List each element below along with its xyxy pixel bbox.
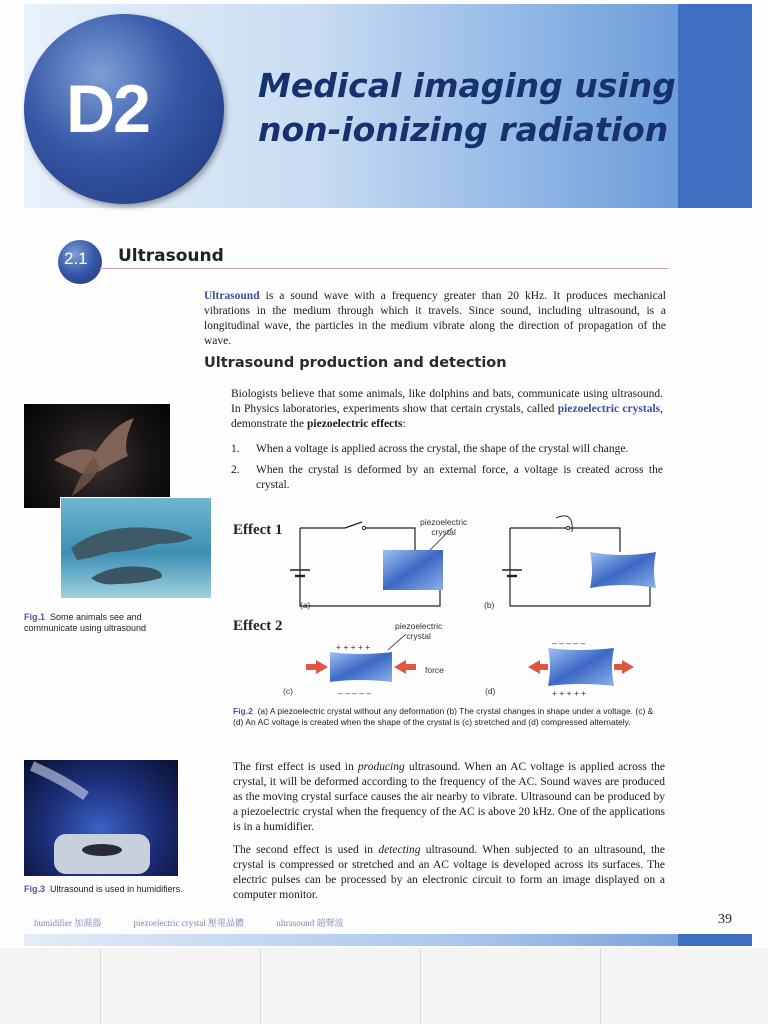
para-text-1: Biologists believe that some animals, like dolphins and bats, communicate using ultrasound. In Physics laboratories, experiments show that certain crystals, called — [231, 388, 663, 415]
piezo-label-1a: piezoelectric — [420, 517, 468, 527]
sub-label-a: (a) — [300, 600, 311, 610]
circuit-b — [502, 516, 656, 606]
force-arrow-in-left-icon — [528, 660, 548, 674]
divider — [260, 948, 261, 1024]
piezo-label-1b: crystal — [431, 527, 456, 537]
bat-illustration — [24, 404, 170, 508]
divider — [420, 948, 421, 1024]
keyword-piezo-crystals: piezoelectric crystals — [557, 403, 661, 415]
chapter-title-line1: Medical imaging using — [258, 66, 676, 105]
intro-text: is a sound wave with a frequency greater than 20 kHz. It produces mechanical vibrations in the medium through which it travels. Since sound, including ultrasound, is a longitudinal wave, the particles in the medium vibrate along the direction of propagation of the wave. — [204, 290, 666, 347]
piezo-label-2a: piezoelectric — [395, 621, 443, 631]
second-effect-emphasis: detecting — [378, 844, 421, 856]
crystal-a — [383, 550, 443, 590]
effect1-title: Effect 1 — [233, 522, 283, 538]
piezo-label-2b: crystal — [406, 631, 431, 641]
list-number: 2. — [231, 464, 240, 476]
sub-label-b: (b) — [484, 600, 495, 610]
first-effect-emphasis: producing — [357, 761, 405, 773]
glossary-item: humidifier 加濕器 — [34, 918, 102, 928]
footer-bar — [24, 934, 752, 946]
fig3-label: Fig.3 — [24, 884, 46, 894]
plus-charges-c: + + + + + — [336, 642, 371, 652]
divider — [100, 948, 101, 1024]
fig2-text: (a) A piezoelectric crystal without any deformation (b) The crystal changes in shape under a voltage. (c) & (d) An AC voltage is created when the shape of the crystal is (c) stretched and (d) compressed alternately. — [233, 706, 654, 727]
page-edge — [0, 948, 768, 1024]
force-arrow-in-right-icon — [614, 660, 634, 674]
footer-bar-accent — [678, 934, 752, 946]
chapter-number: D2 — [66, 71, 149, 147]
sub-label-d: (d) — [485, 686, 496, 696]
section-title: Ultrasound — [118, 246, 224, 266]
effect2-title: Effect 2 — [233, 618, 283, 634]
piezo-diagram — [280, 510, 670, 710]
crystal-c — [330, 652, 392, 682]
force-arrow-right-icon — [394, 660, 416, 674]
first-effect-text-a: The first effect is used in — [233, 761, 358, 773]
list-item — [231, 442, 663, 457]
keyword-ultrasound: Ultrasound — [204, 290, 260, 302]
fig1-label: Fig.1 — [24, 612, 46, 622]
effects-list — [231, 442, 663, 499]
fig2-label: Fig.2 — [233, 706, 253, 716]
minus-charges-c: – – – – – — [338, 688, 372, 698]
header-banner-accent — [678, 4, 752, 208]
fig3-caption — [24, 884, 194, 895]
keyword-piezo-effects: piezoelectric effects — [307, 418, 403, 430]
list-text: When a voltage is applied across the crystal, the shape of the crystal will change. — [256, 443, 629, 455]
para-text-3: : — [402, 418, 406, 430]
force-label: force — [425, 665, 444, 675]
fig1-caption — [24, 612, 194, 634]
force-arrow-left-icon — [306, 660, 328, 674]
subsection-title: Ultrasound production and detection — [204, 355, 507, 371]
list-item — [231, 463, 663, 493]
crystal-d — [548, 648, 614, 686]
divider — [600, 948, 601, 1024]
glossary-item: ultrasound 超聲波 — [276, 918, 344, 928]
page-number: 39 — [718, 912, 732, 927]
second-effect-paragraph — [233, 843, 665, 903]
humidifier-photo — [24, 760, 178, 876]
second-effect-text-b: ultrasound. When subjected to an ultrasound, the crystal is compressed or stretched and an AC voltage is developed across its surfaces. The electric pulses can be processed by an electronic circuit to form an image displayed on a computer monitor. — [233, 844, 665, 901]
piezo-label-1 — [420, 517, 467, 537]
fig1-text: Some animals see and communicate using ultrasound — [24, 612, 147, 633]
para-text-2: , demonstrate the — [231, 403, 663, 430]
humidifier-illustration — [24, 760, 178, 876]
glossary-item: piezoelectric crystal 壓電晶體 — [133, 918, 244, 928]
intro-paragraph — [204, 289, 666, 349]
section-number: 2.1 — [64, 249, 88, 268]
crystal-b — [590, 552, 656, 588]
section-rule — [100, 268, 668, 269]
plus-charges-d: + + + + + — [552, 688, 587, 698]
dolphin-photo — [60, 497, 212, 599]
bat-photo — [24, 404, 170, 508]
second-effect-text-a: The second effect is used in — [233, 844, 379, 856]
fig3-text: Ultrasound is used in humidifiers. — [50, 884, 183, 894]
first-effect-paragraph — [233, 760, 665, 835]
first-effect-text-b: ultrasound. When an AC voltage is applied across the crystal, it will be deformed according to the frequency of the AC. Sound waves are produced as the moving crystal surface causes the air nearby to vibrate. Ultrasound can be produced by a piezoelectric crystal when the frequency of the AC is above 20 kHz. One of the applications is in a humidifier. — [233, 761, 666, 833]
dolphin-illustration — [61, 498, 211, 598]
glossary-row — [34, 916, 434, 929]
sub-label-c: (c) — [283, 686, 293, 696]
chapter-title — [258, 64, 678, 152]
list-number: 1. — [231, 443, 240, 455]
list-text: When the crystal is deformed by an external force, a voltage is created across the crystal. — [256, 464, 663, 491]
piezo-label-2 — [395, 621, 442, 641]
fig2-caption — [233, 706, 663, 728]
chapter-title-line2: non-ionizing radiation — [258, 110, 669, 149]
crystal-d-group — [528, 648, 634, 686]
biology-paragraph — [231, 387, 663, 432]
minus-charges-d: – – – – – — [552, 638, 586, 648]
